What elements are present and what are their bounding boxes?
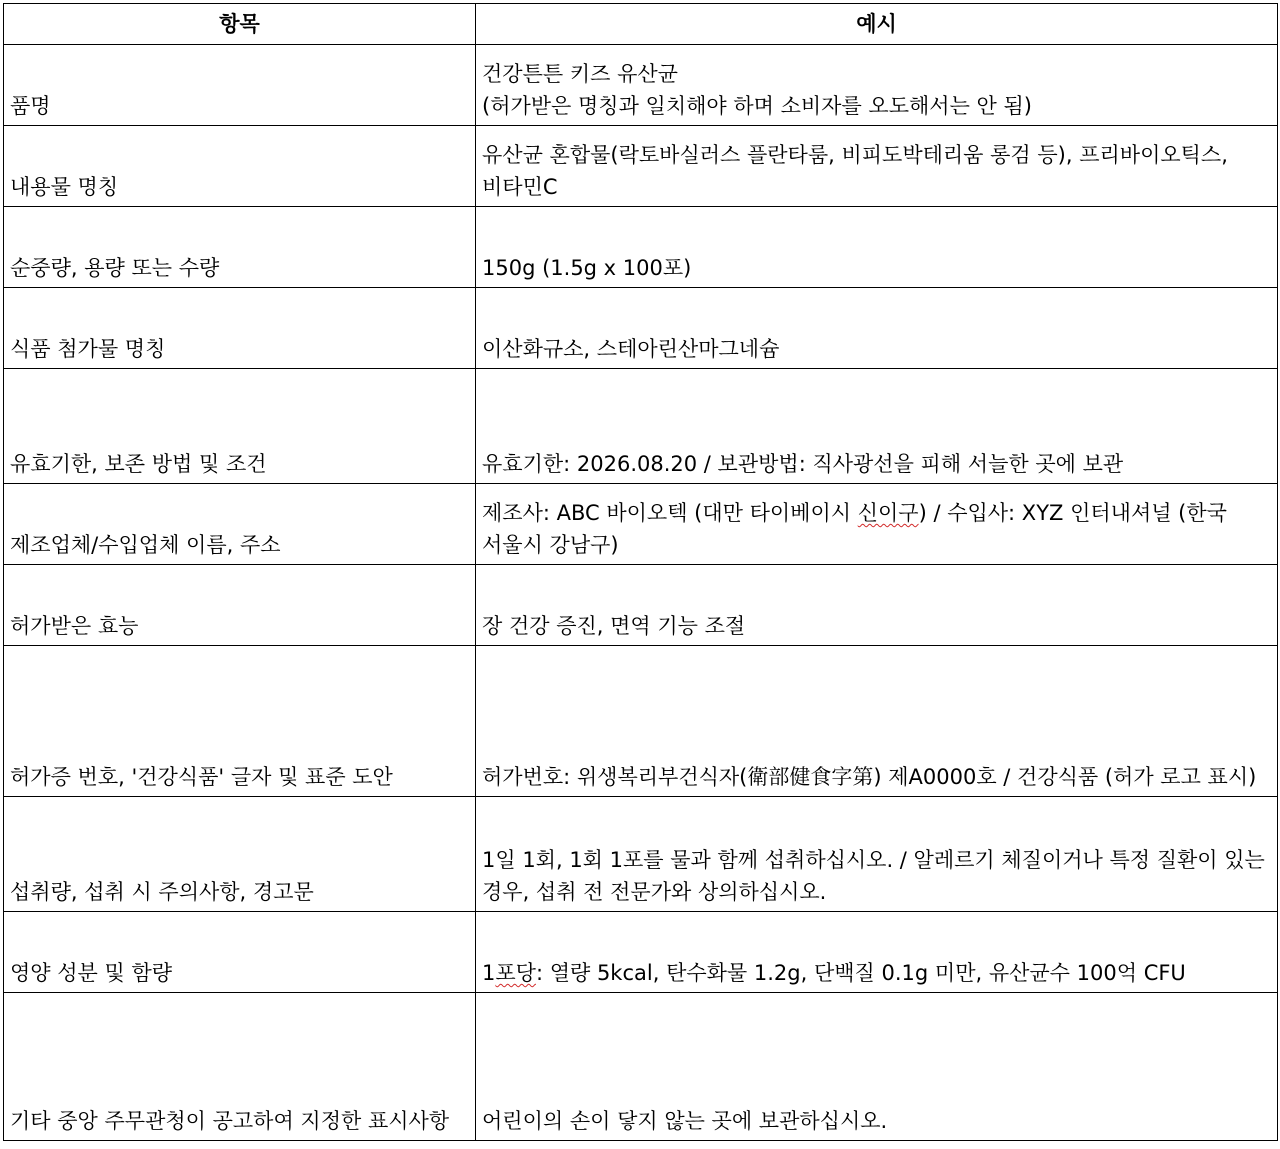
table-row (4, 288, 1278, 369)
row-value: 1일 1회, 1회 1포를 물과 함께 섭취하십시오. / 알레르기 체질이거나 특정 질환이 있는 경우, 섭취 전 전문가와 상의하십시오. (476, 797, 1278, 912)
table-row (4, 369, 1278, 484)
row-value (476, 912, 1278, 993)
header-item: 항목 (4, 4, 476, 45)
table-row (4, 797, 1278, 912)
row-label: 허가받은 효능 (4, 565, 476, 646)
table-row (4, 993, 1278, 1141)
row-value: 건강튼튼 키즈 유산균 (허가받은 명칭과 일치해야 하며 소비자를 오도해서는 안 됨) (476, 45, 1278, 126)
spellcheck-marked-text: 신이구 (857, 501, 919, 525)
table-row (4, 565, 1278, 646)
value-text-after: : 열량 5kcal, 탄수화물 1.2g, 단백질 0.1g 미만, 유산균수 100억 CFU (535, 961, 1186, 985)
value-text-before: 1 (482, 961, 496, 985)
row-label: 품명 (4, 45, 476, 126)
row-value: 유효기한: 2026.08.20 / 보관방법: 직사광선을 피해 서늘한 곳에 보관 (476, 369, 1278, 484)
row-label: 허가증 번호, '건강식품' 글자 및 표준 도안 (4, 646, 476, 797)
table-row (4, 45, 1278, 126)
row-label: 식품 첨가물 명칭 (4, 288, 476, 369)
row-value: 어린이의 손이 닿지 않는 곳에 보관하십시오. (476, 993, 1278, 1141)
table-row (4, 484, 1278, 565)
value-text-after: ) / 수입사: XYZ 인터내셔널 (한국 서울시 강남구) (482, 501, 1227, 557)
row-value (476, 484, 1278, 565)
row-value: 150g (1.5g x 100포) (476, 207, 1278, 288)
header-row (4, 4, 1278, 45)
row-label: 유효기한, 보존 방법 및 조건 (4, 369, 476, 484)
row-label: 섭취량, 섭취 시 주의사항, 경고문 (4, 797, 476, 912)
row-value: 이산화규소, 스테아린산마그네슘 (476, 288, 1278, 369)
table-row (4, 646, 1278, 797)
table-row (4, 126, 1278, 207)
row-label: 영양 성분 및 함량 (4, 912, 476, 993)
table-row (4, 912, 1278, 993)
row-label: 내용물 명칭 (4, 126, 476, 207)
row-value: 유산균 혼합물(락토바실러스 플란타룸, 비피도박테리움 롱검 등), 프리바이오틱스, 비타민C (476, 126, 1278, 207)
value-text-before: 제조사: ABC 바이오텍 (대만 타이베이시 (482, 501, 858, 525)
label-requirements-table (3, 3, 1278, 1141)
row-value: 장 건강 증진, 면역 기능 조절 (476, 565, 1278, 646)
row-label: 제조업체/수입업체 이름, 주소 (4, 484, 476, 565)
spellcheck-marked-text: 포당 (495, 961, 536, 985)
header-example: 예시 (476, 4, 1278, 45)
row-label: 기타 중앙 주무관청이 공고하여 지정한 표시사항 (4, 993, 476, 1141)
table-row (4, 207, 1278, 288)
row-value: 허가번호: 위생복리부건식자(衛部健食字第) 제A0000호 / 건강식품 (허가 로고 표시) (476, 646, 1278, 797)
row-label: 순중량, 용량 또는 수량 (4, 207, 476, 288)
